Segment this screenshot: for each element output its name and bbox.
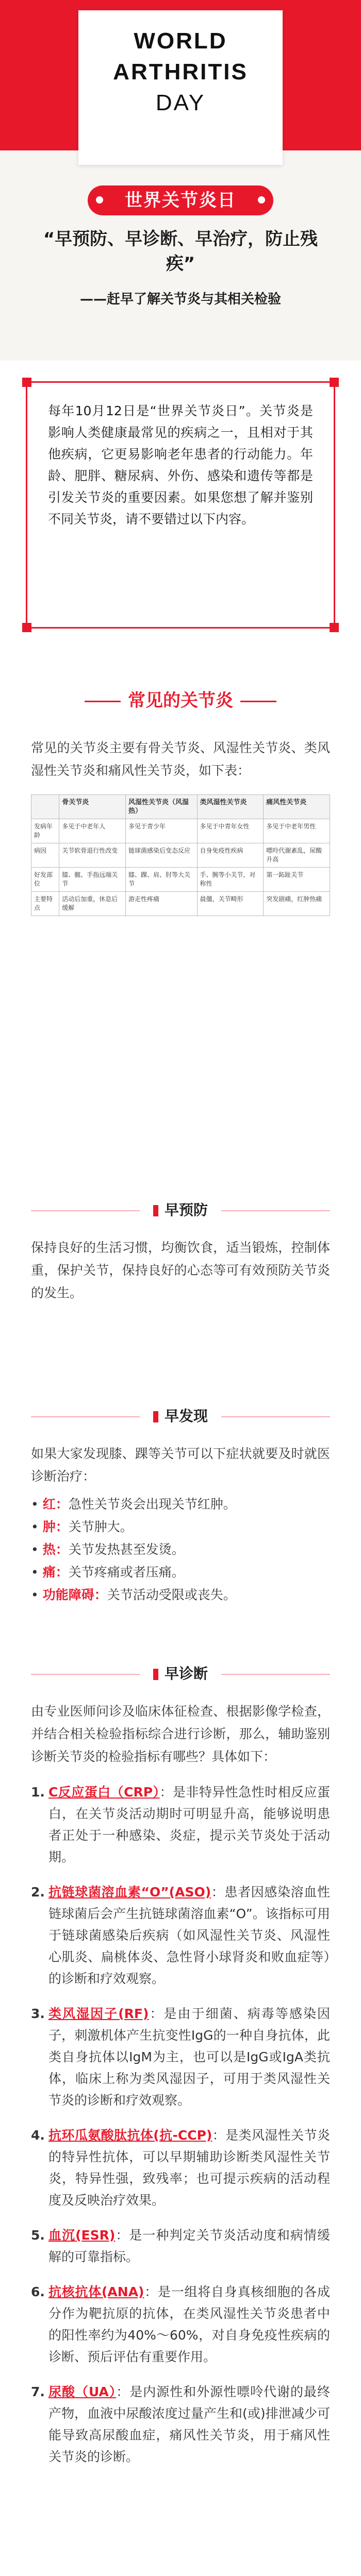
heading-dash-left — [85, 701, 121, 702]
table-row — [31, 892, 330, 916]
section-heading-types — [31, 670, 330, 721]
frame-corner-decoration — [22, 623, 31, 632]
table-header-cell: 痛风性关节炎 — [264, 795, 330, 819]
test-term: 血沉(ESR) — [48, 2228, 116, 2243]
table-row — [31, 819, 330, 843]
intro-section — [0, 361, 361, 670]
table-cell: 多见于中老年男性 — [264, 819, 330, 843]
list-item: • 功能障碍：关节活动受限或丧失。 — [31, 1587, 236, 1602]
list-item — [31, 2381, 330, 2468]
table-cell: 第一跖趾关节 — [264, 868, 330, 892]
subheading-diagnosis — [0, 1659, 361, 1690]
list-item: • 红：急性关节炎会出现关节红肿。 — [31, 1497, 236, 1512]
list-item — [31, 2125, 330, 2211]
types-intro-text: 常见的关节炎主要有骨关节炎、风湿性关节炎、类风湿性关节炎和痛风性关节炎，如下表： — [31, 740, 330, 778]
table-header-row — [31, 795, 330, 819]
table-header-cell — [31, 795, 59, 819]
table-cell: 嘌呤代谢紊乱，尿酸升高 — [264, 843, 330, 868]
table-cell: 链球菌感染后变态反应 — [125, 843, 197, 868]
world-arthritis-day-logo — [78, 10, 283, 165]
header-banner — [0, 0, 361, 361]
slogan: “早预防、早诊断、早治疗，防止残疾” — [43, 229, 318, 274]
test-desc: ：患者因感染溶血性链球菌后会产生抗链球菌溶血素“O”。该指标可用于链球菌感染后疾病（如风湿性关节炎、风湿性心肌炎、扁桃体炎、急性肾小球肾炎和败血症等）的诊断和疗效观察。 — [48, 1885, 330, 1986]
logo-line-world: WORLD — [134, 28, 227, 54]
table-cell: 发病年龄 — [31, 819, 59, 843]
subheading-prevent — [0, 1195, 361, 1226]
heading-dash-right — [240, 701, 276, 702]
table-cell: 游走性疼痛 — [125, 892, 197, 916]
test-term: 尿酸（UA） — [48, 2384, 117, 2399]
test-term: C反应蛋白（CRP） — [48, 1785, 160, 1800]
symptom-name: 热： — [42, 1542, 69, 1557]
logo-line-day: DAY — [155, 90, 206, 115]
test-desc: ：是非特异性急性时相反应蛋白，在关节炎活动期时可明显升高，能够说明患者正处于一种感染、炎症，提示关节炎处于活动期。 — [48, 1785, 330, 1865]
frame-corner-decoration — [330, 378, 339, 387]
diagnosis-section — [0, 1659, 361, 2576]
symptom-name: 功能障碍： — [42, 1587, 107, 1602]
section-heading-text: 常见的关节炎 — [128, 690, 233, 711]
list-item: • 痛：关节疼痛或者压痛。 — [31, 1565, 185, 1580]
item-number: 3. — [31, 2006, 45, 2021]
symptom-desc: 关节肿大。 — [68, 1519, 133, 1534]
logo-line-arthritis: ARTHRITIS — [113, 59, 248, 84]
item-number: 2. — [31, 1885, 45, 1900]
table-cell: 好发部位 — [31, 868, 59, 892]
frame-corner-decoration — [330, 623, 339, 632]
symptom-name: 痛： — [42, 1565, 69, 1580]
item-number: 1. — [31, 1785, 45, 1800]
symptoms-section — [0, 1401, 361, 1659]
test-desc: ：是由于细菌、病毒等感染因子，刺激机体产生抗变性IgG的一种自身抗体，此类自身抗体以IgM为主，也可以是IgG或IgA类抗体，临床上称为类风湿因子，可用于类风湿性关节炎的诊断和疗效观察。 — [48, 2006, 330, 2108]
table-cell: 病因 — [31, 843, 59, 868]
test-desc: ：是类风湿性关节炎的特异性抗体，可以早期辅助诊断类风湿性关节炎，特异性强，致残率；也可提示疾病的活动程度及反映治疗效果。 — [48, 2128, 330, 2208]
symptom-name: 肿： — [42, 1519, 69, 1534]
table-row — [31, 868, 330, 892]
subslogan: ——赶早了解关节炎与其相关检验 — [79, 292, 281, 307]
symptom-desc: 关节疼痛或者压痛。 — [68, 1565, 185, 1580]
table-cell: 多见于中老年人 — [59, 819, 126, 843]
item-number: 5. — [31, 2228, 45, 2243]
symptom-desc: 关节发热甚至发烫。 — [68, 1542, 185, 1557]
prevent-text: 保持良好的生活习惯，均衡饮食，适当锻炼，控制体重，保护关节，保持良好的心态等可有效预防关节炎的发生。 — [31, 1240, 330, 1300]
frame-corner-decoration — [22, 378, 31, 387]
subheading-label: 早预防 — [140, 1198, 221, 1222]
types-section — [0, 670, 361, 1185]
prevent-section — [0, 1185, 361, 1401]
symptoms-list — [31, 1493, 330, 1606]
subheading-label: 早发现 — [140, 1404, 221, 1428]
table-header-cell: 骨关节炎 — [59, 795, 126, 819]
item-number: 7. — [31, 2384, 45, 2399]
arthritis-comparison-table — [31, 794, 330, 916]
list-item — [31, 2281, 330, 2368]
table-cell: 手、腕等小关节，对称性 — [197, 868, 264, 892]
intro-text: 每年10月12日是“世界关节炎日”。关节炎是影响人类健康最常见的疾病之一，且相对于其他疾病，它更易影响老年患者的行动能力。年龄、肥胖、糖尿病、外伤、感染和遗传等都是引发关节炎的重要因素。如果您想了解并鉴别不同关节炎，请不要错过以下内容。 — [48, 403, 313, 527]
symptom-desc: 急性关节炎会出现关节红肿。 — [68, 1497, 236, 1512]
list-item — [31, 1782, 330, 1868]
table-cell: 关节软骨退行性改变 — [59, 843, 126, 868]
subheading-symptoms — [0, 1401, 361, 1432]
table-cell: 晨僵，关节畸形 — [197, 892, 264, 916]
table-cell: 主要特点 — [31, 892, 59, 916]
item-number: 6. — [31, 2284, 45, 2299]
list-item: • 热：关节发热甚至发烫。 — [31, 1542, 185, 1557]
test-desc: ：是内源性和外源性嘌呤代谢的最终产物，血液中尿酸浓度过量产生和(或)排泄减少可能导致高尿酸血症，痛风性关节炎，用于痛风性关节炎的诊断。 — [48, 2384, 330, 2464]
table-cell: 膝、踝、肩、肘等大关节 — [125, 868, 197, 892]
table-row — [31, 843, 330, 868]
table-header-cell: 类风湿性关节炎 — [197, 795, 264, 819]
table-cell: 活动后加重，休息后缓解 — [59, 892, 126, 916]
intro-frame — [26, 381, 335, 629]
symptom-name: 红： — [42, 1497, 69, 1512]
table-cell: 膝、髋、手指远端关节 — [59, 868, 126, 892]
subheading-label: 早诊断 — [140, 1662, 221, 1686]
test-term: 抗链球菌溶血素“O”(ASO) — [48, 1885, 211, 1900]
test-term: 类风湿因子(RF) — [48, 2006, 149, 2021]
list-item: • 肿：关节肿大。 — [31, 1519, 133, 1534]
table-cell: 突发剧痛，红肿热痛 — [264, 892, 330, 916]
test-desc: ：是一组将自身真核细胞的各成分作为靶抗原的抗体，在类风湿性关节炎患者中的阳性率约为40%～60%，对自身免疫性疾病的诊断、预后评估有重要作用。 — [48, 2284, 330, 2364]
table-cell: 多见于青少年 — [125, 819, 197, 843]
test-term: 抗环瓜氨酸肽抗体(抗-CCP) — [48, 2128, 212, 2143]
symptom-desc: 关节活动受限或丧失。 — [107, 1587, 236, 1602]
list-item — [31, 1882, 330, 1990]
table-cell: 多见于中青年女性 — [197, 819, 264, 843]
symptoms-intro: 如果大家发现膝、踝等关节可以下症状就要及时就医诊断治疗： — [31, 1446, 330, 1484]
list-item — [31, 2225, 330, 2268]
diagnosis-intro: 由专业医师问诊及临床体征检查、根据影像学检查，并结合相关检验指标综合进行诊断，那么，辅助鉴别诊断关节炎的检验指标有哪些？具体如下： — [31, 1704, 330, 1764]
test-term: 抗核抗体(ANA) — [48, 2284, 144, 2299]
list-item — [31, 2003, 330, 2111]
table-header-cell: 风湿性关节炎（风湿热） — [125, 795, 197, 819]
item-number: 4. — [31, 2128, 45, 2143]
page-title: 世界关节炎日 — [88, 185, 273, 215]
test-desc: ：是一种判定关节炎活动度和病情缓解的可靠指标。 — [48, 2228, 330, 2264]
table-cell: 自身免疫性疾病 — [197, 843, 264, 868]
